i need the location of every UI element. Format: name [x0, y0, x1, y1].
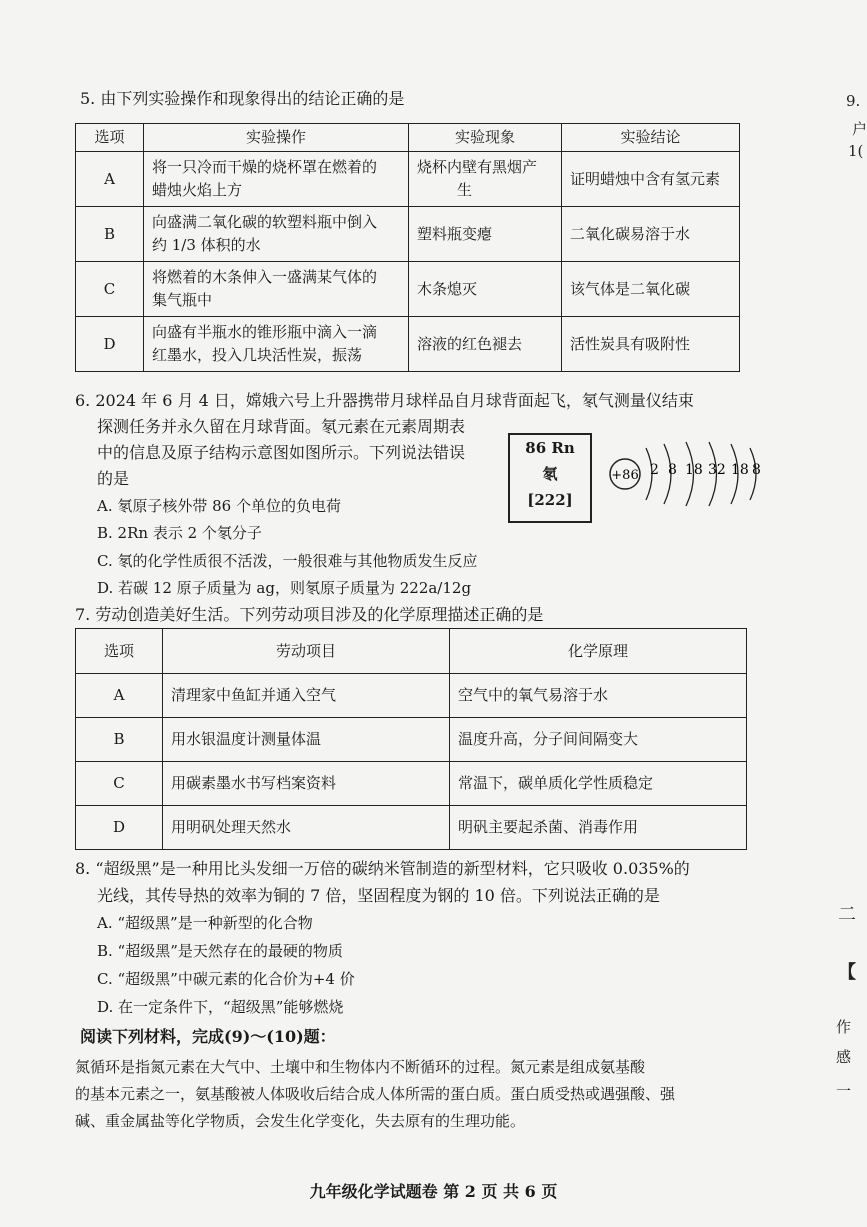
row-labor-item: 用碳素墨水书写档案资料	[163, 762, 450, 806]
nucleus-charge: +86	[611, 468, 639, 483]
table-row	[76, 674, 747, 718]
q7-stem: 7. 劳动创造美好生活。下列劳动项目涉及的化学原理描述正确的是	[75, 605, 544, 624]
row-principle: 明矾主要起杀菌、消毒作用	[450, 806, 747, 850]
edge-char: 作	[836, 1018, 852, 1036]
q6-option-c: C. 氡的化学性质很不活泼，一般很难与其他物质发生反应	[97, 552, 478, 570]
element-card-radon	[508, 433, 592, 523]
row-option: C	[76, 262, 144, 317]
row-principle: 温度升高，分子间间隔变大	[450, 718, 747, 762]
table-row	[76, 718, 747, 762]
table-header-row	[76, 124, 740, 152]
row-operation: 将一只冷而干燥的烧杯罩在燃着的 蜡烛火焰上方	[144, 152, 409, 207]
header-phenomenon: 实验现象	[409, 124, 562, 152]
edge-char: 1(	[848, 142, 864, 160]
q6-line1: 6. 2024 年 6 月 4 日，嫦娥六号上升器携带月球样品自月球背面起飞，氡气测量仪结束	[75, 391, 694, 410]
q6-line3: 中的信息及原子结构示意图如图所示。下列说法错误	[97, 443, 466, 462]
row-principle: 常温下，碳单质化学性质稳定	[450, 762, 747, 806]
element-name: 氡	[542, 465, 558, 483]
shell-electron-count: 18	[685, 462, 703, 478]
reading-paragraph-line: 碱、重金属盐等化学物质，会发生化学变化，失去原有的生理功能。	[75, 1112, 526, 1130]
shell-electron-count: 8	[668, 462, 677, 478]
header-operation: 实验操作	[144, 124, 409, 152]
row-phenomenon: 木条熄灭	[409, 262, 562, 317]
reading-paragraph-line: 氮循环是指氮元素在大气中、土壤中和生物体内不断循环的过程。氮元素是组成氨基酸	[75, 1058, 646, 1076]
table-row	[76, 762, 747, 806]
q8-option-d: D. 在一定条件下，“超级黑”能够燃烧	[97, 998, 344, 1016]
q5-stem: 5. 由下列实验操作和现象得出的结论正确的是	[80, 89, 405, 108]
row-labor-item: 清理家中鱼缸并通入空气	[163, 674, 450, 718]
shell-electron-count: 2	[650, 462, 659, 478]
table-row	[76, 806, 747, 850]
row-operation: 向盛满二氧化碳的软塑料瓶中倒入 约 1/3 体积的水	[144, 207, 409, 262]
header-principle: 化学原理	[450, 629, 747, 674]
row-option: B	[76, 718, 163, 762]
header-conclusion: 实验结论	[562, 124, 740, 152]
shell-electron-count: 8	[752, 462, 761, 478]
table-row	[76, 207, 740, 262]
row-option: C	[76, 762, 163, 806]
reading-heading: 阅读下列材料，完成(9)～(10)题：	[80, 1027, 336, 1046]
edge-char: 一	[836, 1082, 852, 1100]
element-mass: [222]	[527, 491, 573, 509]
row-option: D	[76, 806, 163, 850]
row-conclusion: 该气体是二氧化碳	[562, 262, 740, 317]
row-conclusion: 活性炭具有吸附性	[562, 317, 740, 372]
q8-option-b: B. “超级黑”是天然存在的最硬的物质	[97, 942, 343, 960]
row-conclusion: 证明蜡烛中含有氢元素	[562, 152, 740, 207]
q6-option-d: D. 若碳 12 原子质量为 ag，则氡原子质量为 222a/12g	[97, 579, 472, 597]
q8-option-a: A. “超级黑”是一种新型的化合物	[97, 914, 313, 932]
table-header-row	[76, 629, 747, 674]
row-option: B	[76, 207, 144, 262]
row-phenomenon: 塑料瓶变瘪	[409, 207, 562, 262]
q8-line2: 光线，其传导热的效率为铜的 7 倍，坚固程度为钢的 10 倍。下列说法正确的是	[97, 886, 660, 905]
row-operation: 向盛有半瓶水的锥形瓶中滴入一滴 红墨水，投入几块活性炭，振荡	[144, 317, 409, 372]
table-row	[76, 152, 740, 207]
table-row	[76, 317, 740, 372]
q8-line1: 8. “超级黑”是一种用比头发细一万倍的碳纳米管制造的新型材料，它只吸收 0.035%的	[75, 859, 690, 878]
row-principle: 空气中的氧气易溶于水	[450, 674, 747, 718]
edge-char: 感	[836, 1048, 852, 1066]
edge-char: 二	[838, 904, 856, 925]
shell-electron-count: 32	[708, 462, 726, 478]
edge-char: 户	[852, 120, 867, 138]
row-labor-item: 用水银温度计测量体温	[163, 718, 450, 762]
q6-option-b: B. 2Rn 表示 2 个氡分子	[97, 524, 262, 542]
edge-char: 【	[838, 962, 856, 983]
shell-electron-count: 18	[731, 462, 749, 478]
q5-table	[75, 123, 740, 372]
atomic-structure-diagram	[608, 440, 766, 512]
page-footer: 九年级化学试题卷 第 2 页 共 6 页	[309, 1182, 558, 1201]
row-phenomenon: 烧杯内壁有黑烟产 生	[409, 152, 562, 207]
row-option: D	[76, 317, 144, 372]
q8-option-c: C. “超级黑”中碳元素的化合价为+4 价	[97, 970, 355, 988]
row-conclusion: 二氧化碳易溶于水	[562, 207, 740, 262]
q7-table	[75, 628, 747, 850]
row-option: A	[76, 152, 144, 207]
element-number-symbol: 86 Rn	[525, 439, 575, 457]
header-option: 选项	[76, 629, 163, 674]
header-option: 选项	[76, 124, 144, 152]
row-option: A	[76, 674, 163, 718]
row-labor-item: 用明矾处理天然水	[163, 806, 450, 850]
table-row	[76, 262, 740, 317]
row-phenomenon: 溶液的红色褪去	[409, 317, 562, 372]
reading-paragraph-line: 的基本元素之一，氨基酸被人体吸收后结合成人体所需的蛋白质。蛋白质受热或遇强酸、强	[75, 1085, 676, 1103]
row-operation: 将燃着的木条伸入一盛满某气体的 集气瓶中	[144, 262, 409, 317]
q6-option-a: A. 氡原子核外带 86 个单位的负电荷	[97, 497, 341, 515]
edge-char: 9.	[846, 92, 861, 110]
q6-line4: 的是	[97, 469, 130, 488]
header-labor-item: 劳动项目	[163, 629, 450, 674]
q6-line2: 探测任务并永久留在月球背面。氡元素在元素周期表	[97, 417, 466, 436]
